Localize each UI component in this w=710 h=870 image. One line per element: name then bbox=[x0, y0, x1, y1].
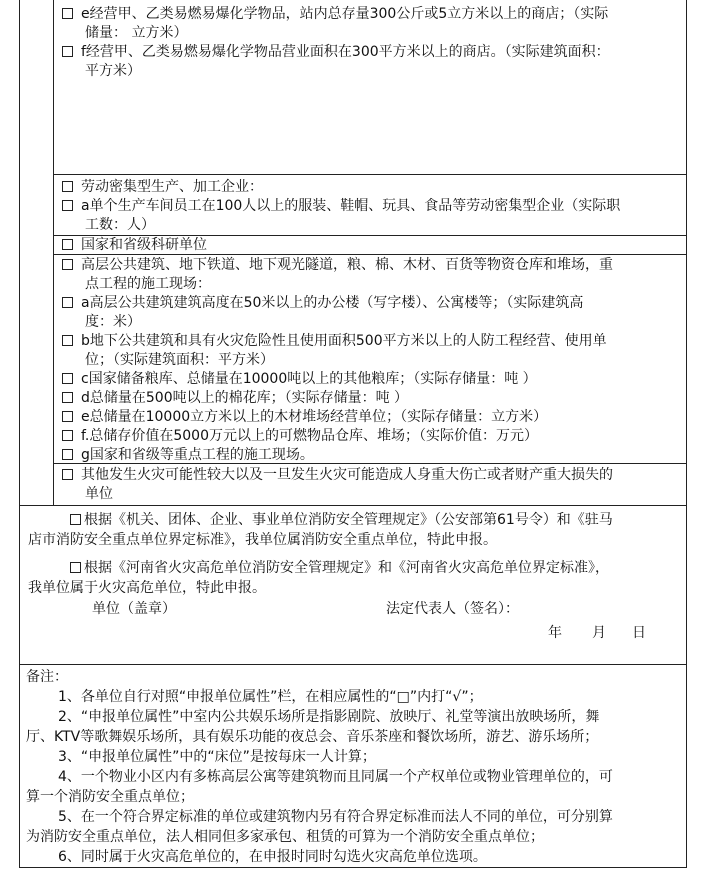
list-item[interactable]: 劳动密集型生产、加工企业： bbox=[62, 178, 682, 197]
checkbox[interactable] bbox=[70, 562, 81, 573]
list-item[interactable]: a单个生产车间员工在100人以上的服装、鞋帽、玩具、食品等劳动密集型企业（实际职 bbox=[62, 197, 682, 216]
checkbox[interactable] bbox=[62, 430, 73, 441]
date-year-label: 年 bbox=[548, 625, 562, 641]
unit-seal-label: 单位（盖章） bbox=[92, 601, 176, 617]
list-item[interactable]: d总储量在500吨以上的棉花库；（实际存储量：吨 ） bbox=[62, 389, 682, 408]
high-risk-declaration[interactable]: 根据《河南省火灾高危单位消防安全管理规定》和《河南省火灾高危单位界定标准》， bbox=[28, 558, 680, 578]
divider bbox=[53, 174, 687, 175]
checkbox[interactable] bbox=[70, 514, 81, 525]
list-item[interactable]: f.总储存价值在5000万元以上的可燃物品仓库、堆场；（实际价值：万元） bbox=[62, 427, 682, 446]
list-item[interactable]: 国家和省级科研单位 bbox=[62, 236, 682, 255]
key-unit-declaration[interactable]: 根据《机关、团体、企业、事业单位消防安全管理规定》（公安部第61号令）和《驻马 bbox=[28, 510, 680, 530]
list-item[interactable]: e经营甲、乙类易燃易爆化学物品，站内总存量300公斤或5立方米以上的商店；（实际 bbox=[62, 5, 682, 24]
list-item[interactable]: b地下公共建筑和具有火灾危险性且使用面积500平方米以上的人防工程经营、使用单 bbox=[62, 332, 682, 351]
checkbox[interactable] bbox=[62, 392, 73, 403]
checkbox[interactable] bbox=[62, 373, 73, 384]
date-day-label: 日 bbox=[632, 625, 646, 641]
hazardous-chemicals-group: e经营甲、乙类易燃易爆化学物品，站内总存量300公斤或5立方米以上的商店；（实际 储量： 立方米） f经营甲、乙类易燃易爆化学物品营业面积在300平方米以上的商店。（实际建筑面积： 平方米） bbox=[62, 5, 682, 81]
divider bbox=[19, 664, 687, 665]
checkbox[interactable] bbox=[62, 239, 73, 250]
labor-intensive-group: 劳动密集型生产、加工企业： a单个生产车间员工在100人以上的服装、鞋帽、玩具、食品等劳动密集型企业（实际职 工数：人） bbox=[62, 178, 682, 235]
notes-title: 备注： bbox=[26, 669, 68, 685]
checkbox[interactable] bbox=[62, 411, 73, 422]
other-units-group: 其他发生火灾可能性较大以及一旦发生火灾可能造成人身重大伤亡或者财产重大损失的 单位 bbox=[62, 466, 682, 504]
notes-section: 备注： 1、各单位自行对照“申报单位属性”栏，在相应属性的“□”内打“√”； 2、“申报单位属性”中室内公共娱乐场所是指影剧院、放映厅、礼堂等演出放映场所，舞 厅、KTV等歌舞娱乐场所，具有娱乐功能的夜总会、音乐茶座和餐饮场所，游艺、游乐场所； 3、“申报单位属性”中的“床位”是按每床一人计算； 4、一个物业小区内有多栋高层公寓等建筑物而且同属一个产权单位或物业管理单位的，可 算一个消防安全重点单位； 5、在一个符合界定标准的单位或建筑物内另有符合界定标准而法人不同的单位，可分别算 为消防安全重点单位，法人相同但多家承包、租赁的可算为一个消防安全重点单位； 6、同时属于火灾高危单位的，在申报时同时勾选火灾高危单位选项。 bbox=[26, 667, 686, 867]
checkbox[interactable] bbox=[62, 200, 73, 211]
attribute-column-border bbox=[35, 0, 54, 505]
highrise-storage-group: 高层公共建筑、地下铁道、地下观光隧道，粮、棉、木材、百货等物资仓库和堆场，重 点工程的施工现场： a高层公共建筑建筑高度在50米以上的办公楼（写字楼）、公寓楼等；（实际建筑高 度：米） b地下公共建筑和具有火灾危险性且使用面积500平方米以上的人防工程经营、使用单 位；（实际建筑面积：平方米） c国家储备粮库、总储量在10000吨以上的其他粮库；（实际存储量：吨 ） d总储量在500吨以上的棉花库；（实际存储量：吨 ） e总储量在10000立方米以上的木材堆场经营单位；（实际存储量：立方米） f.总储存价值在5000万元以上的可燃物品仓库、堆场；（实际价值：万元） g国家和省级等重点工程的施工现场。 bbox=[62, 256, 682, 465]
checkbox[interactable] bbox=[62, 181, 73, 192]
list-item[interactable]: a高层公共建筑建筑高度在50米以上的办公楼（写字楼）、公寓楼等；（实际建筑高 bbox=[62, 294, 682, 313]
divider bbox=[19, 505, 687, 506]
checkbox[interactable] bbox=[62, 469, 73, 480]
list-item[interactable]: 高层公共建筑、地下铁道、地下观光隧道，粮、棉、木材、百货等物资仓库和堆场，重 bbox=[62, 256, 682, 275]
checkbox[interactable] bbox=[62, 259, 73, 270]
list-item[interactable]: c国家储备粮库、总储量在10000吨以上的其他粮库；（实际存储量：吨 ） bbox=[62, 370, 682, 389]
checkbox[interactable] bbox=[62, 297, 73, 308]
research-unit-group bbox=[62, 236, 682, 255]
checkbox[interactable] bbox=[62, 46, 73, 57]
list-item[interactable]: 其他发生火灾可能性较大以及一旦发生火灾可能造成人身重大伤亡或者财产重大损失的 bbox=[62, 466, 682, 485]
date-month-label: 月 bbox=[592, 625, 606, 641]
declaration-section: 根据《机关、团体、企业、事业单位消防安全管理规定》（公安部第61号令）和《驻马 店市消防安全重点单位界定标准》，我单位属消防安全重点单位，特此申报。 根据《河南省火灾高危单位消防安全管理规定》和《河南省火灾高危单位界定标准》， 我单位属于火灾高危单位，特此申报。 bbox=[28, 510, 680, 598]
list-item[interactable]: e总储量在10000立方米以上的木材堆场经营单位；（实际存储量：立方米） bbox=[62, 408, 682, 427]
legal-rep-label: 法定代表人（签名）： bbox=[386, 601, 519, 617]
checkbox[interactable] bbox=[62, 449, 73, 460]
checkbox[interactable] bbox=[62, 8, 73, 19]
list-item[interactable]: f经营甲、乙类易燃易爆化学物品营业面积在300平方米以上的商店。（实际建筑面积： bbox=[62, 43, 682, 62]
list-item[interactable]: g国家和省级等重点工程的施工现场。 bbox=[62, 446, 682, 465]
checkbox[interactable] bbox=[62, 335, 73, 346]
